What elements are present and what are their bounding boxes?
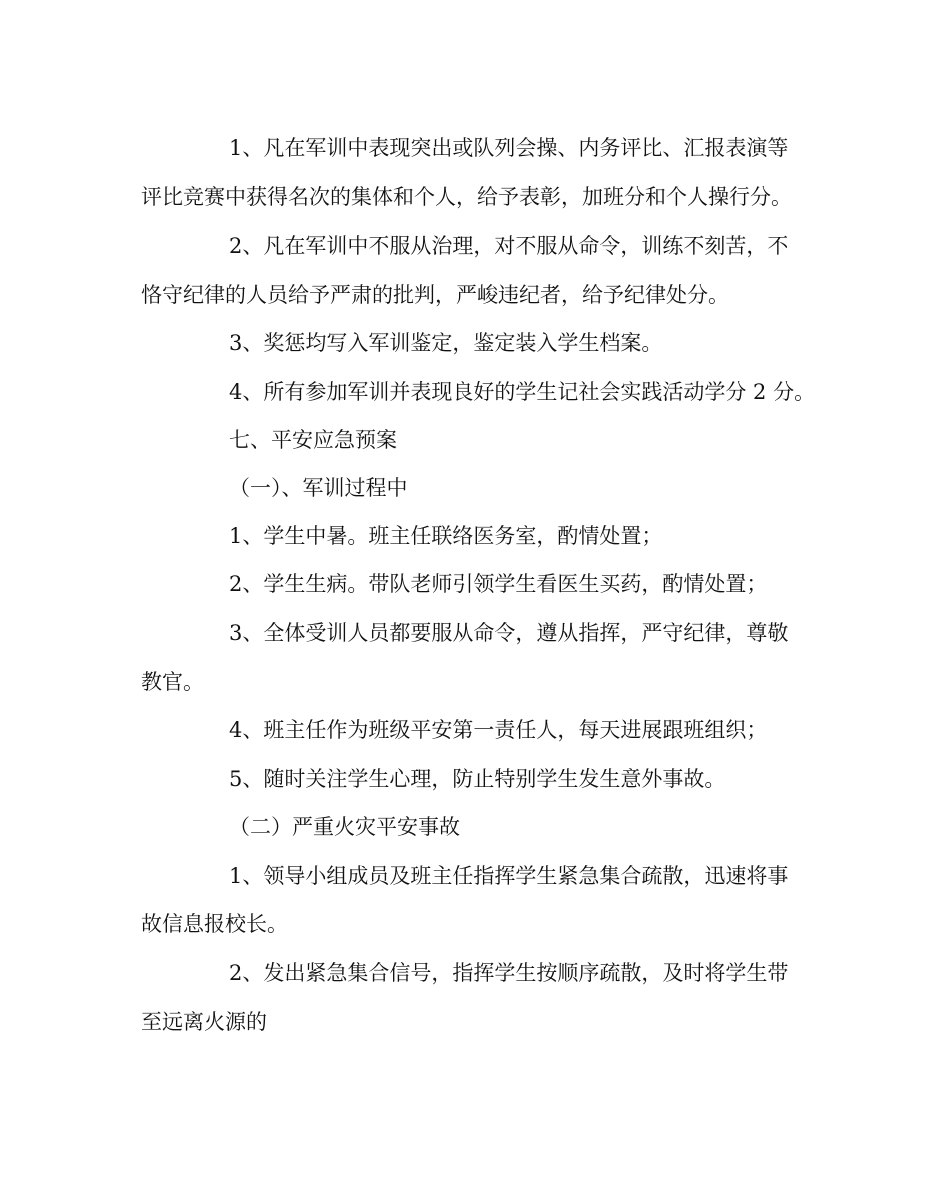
text-line: 2、发出紧急集合信号，指挥学生按顺序疏散，及时将学生带 — [229, 961, 789, 985]
subsection-heading: （一）、军训过程中 — [229, 476, 408, 500]
text-line: 4、班主任作为班级平安第一责任人，每天进展跟班组织； — [229, 718, 768, 742]
text-line: 3、全体受训人员都要服从命令，遵从指挥，严守纪律，尊敬 — [229, 621, 789, 645]
text-line: 1、领导小组成员及班主任指挥学生紧急集合疏散，迅速将事 — [229, 864, 789, 888]
text-line: 1、凡在军训中表现突出或队列会操、内务评比、汇报表演等 — [229, 136, 789, 160]
subsection-heading: （二）严重火灾平安事故 — [229, 815, 460, 839]
text-line: 至远离火源的 — [141, 1010, 267, 1034]
text-line: 2、凡在军训中不服从治理，对不服从命令，训练不刻苦，不 — [229, 234, 789, 258]
text-line: 评比竞赛中获得名次的集体和个人，给予表彰，加班分和个人操行分。 — [141, 185, 792, 209]
text-line: 教官。 — [141, 670, 204, 694]
text-line: 1、学生中暑。班主任联络医务室，酌情处置； — [229, 524, 663, 548]
text-line: 5、随时关注学生心理，防止特别学生发生意外事故。 — [229, 767, 726, 791]
text-line: 2、学生生病。带队老师引领学生看医生买药，酌情处置； — [229, 572, 768, 596]
text-line: 故信息报校长。 — [141, 912, 288, 936]
text-line: 4、所有参加军训并表现良好的学生记社会实践活动学分 2 分。 — [229, 380, 816, 404]
text-line: 恪守纪律的人员给予严肃的批判，严峻违纪者，给予纪律处分。 — [141, 283, 729, 307]
section-heading: 七、平安应急预案 — [229, 428, 397, 452]
text-line: 3、奖惩均写入军训鉴定，鉴定装入学生档案。 — [229, 331, 663, 355]
